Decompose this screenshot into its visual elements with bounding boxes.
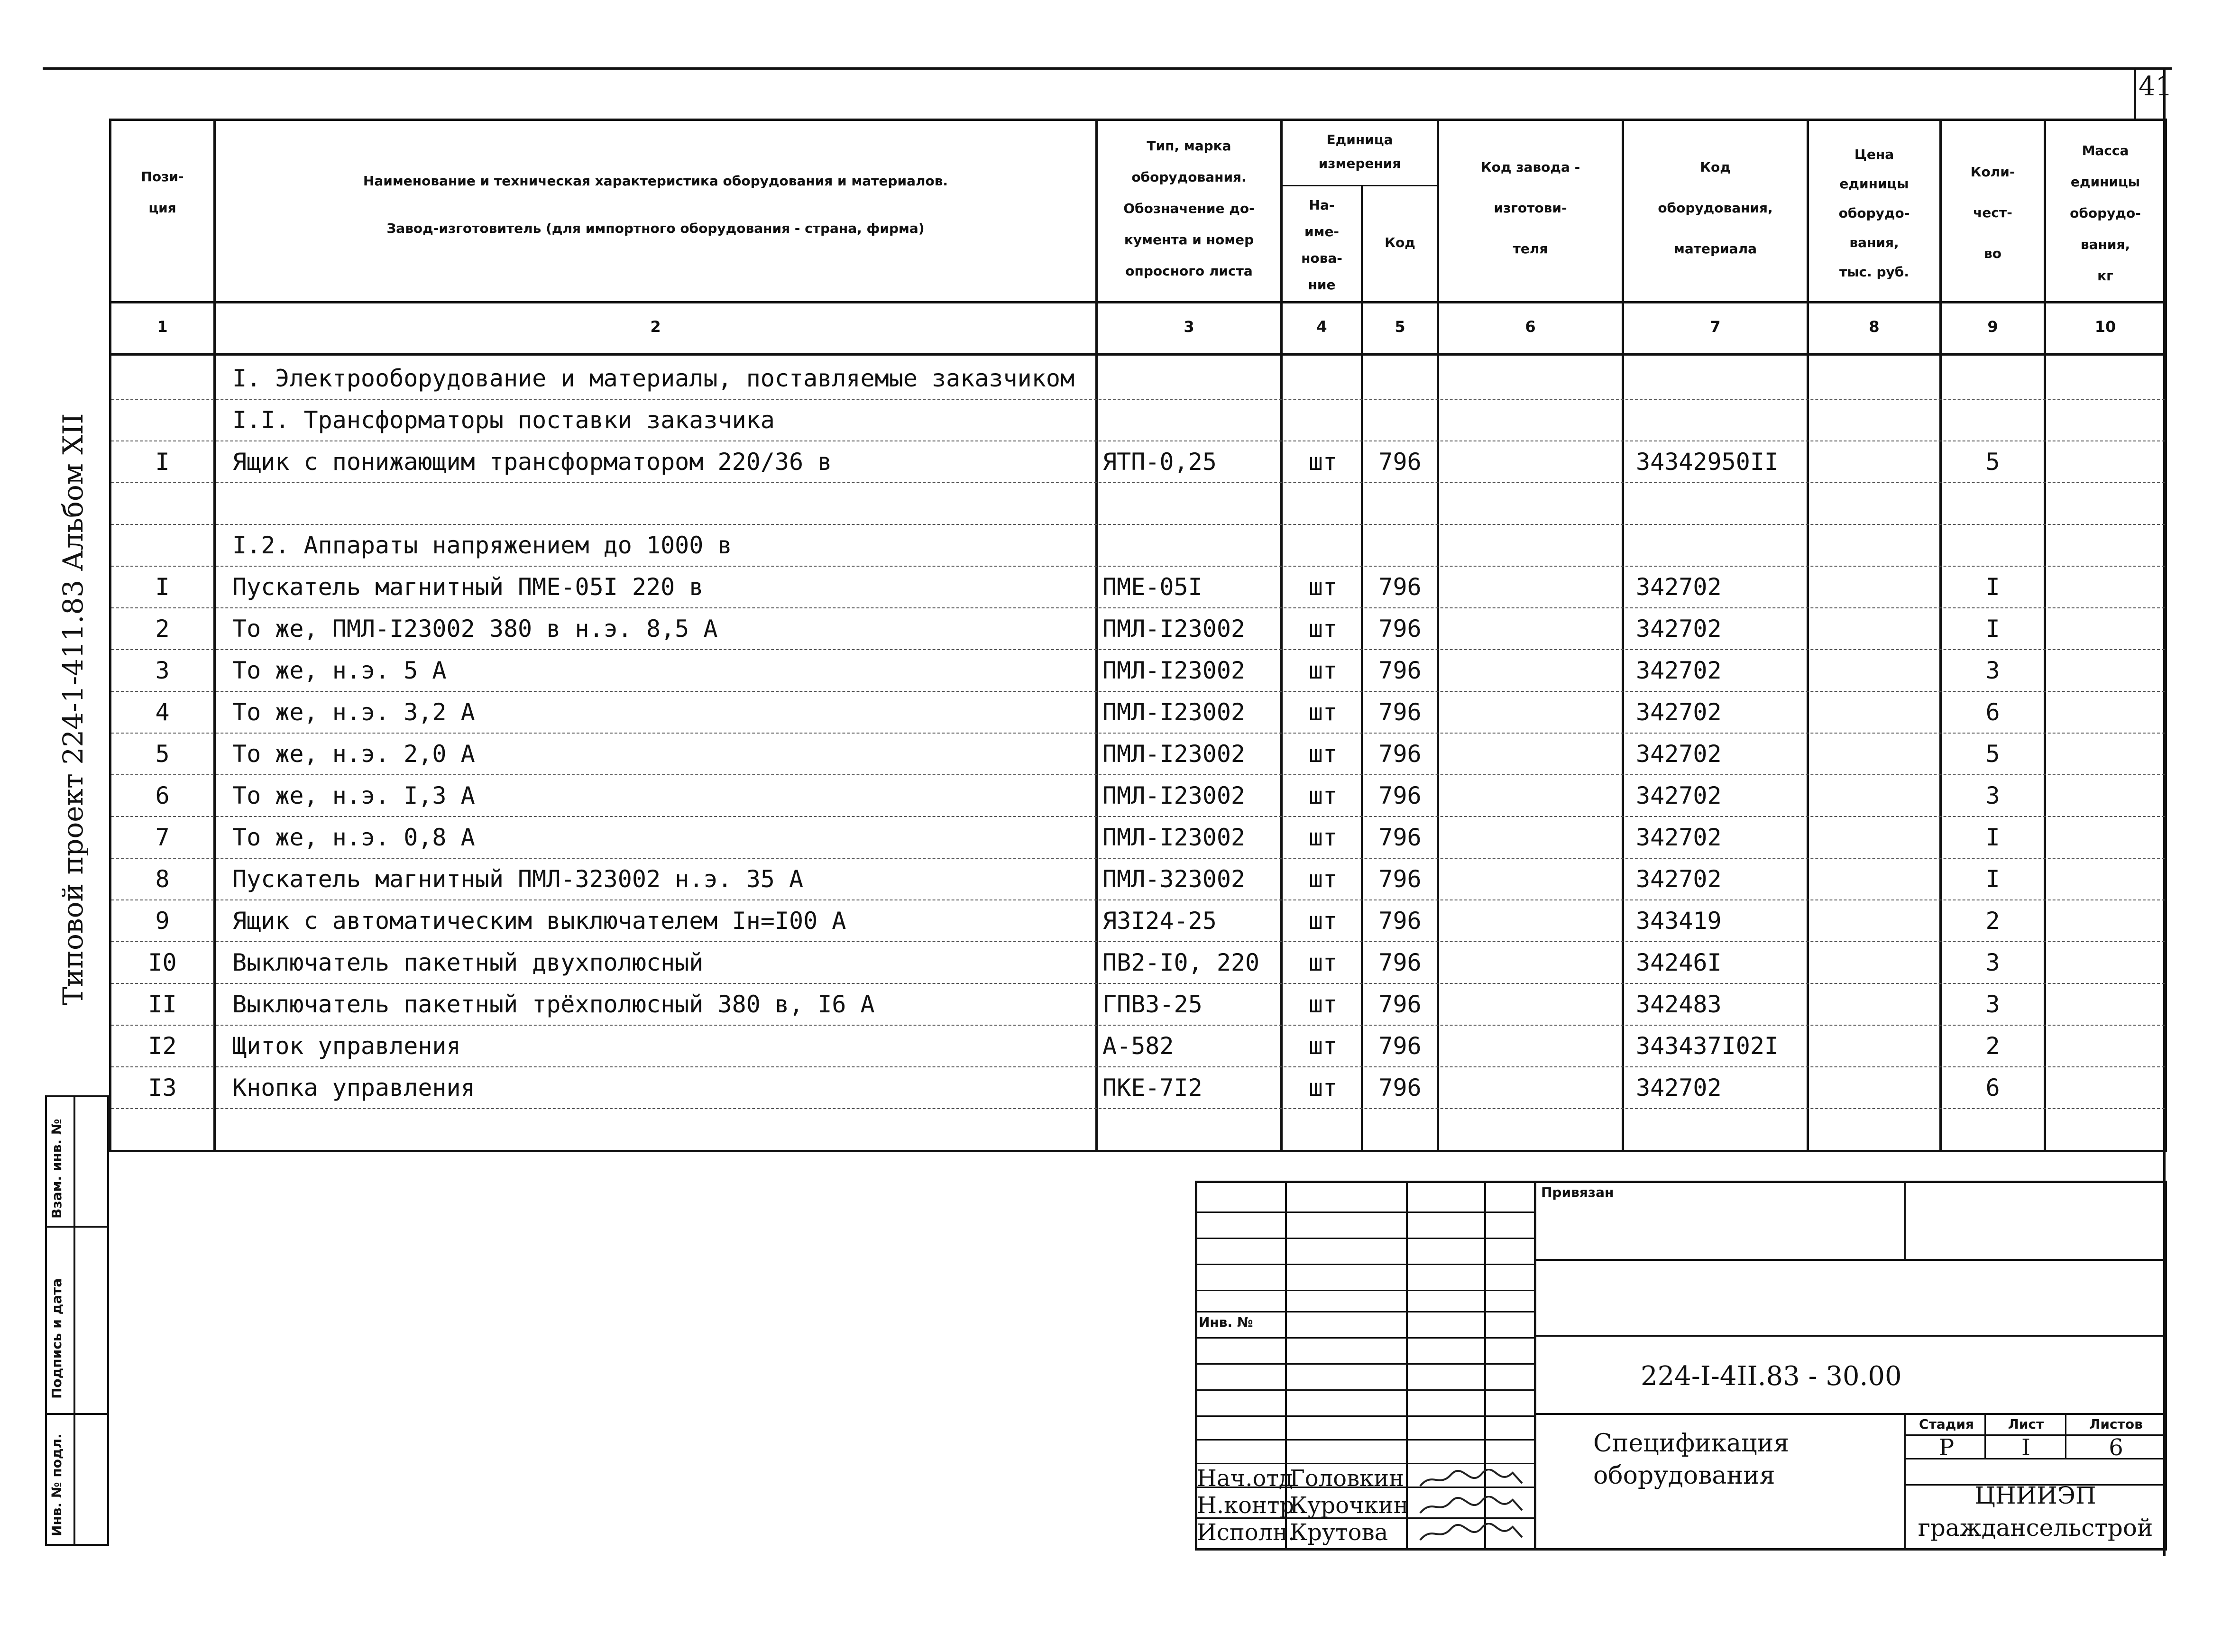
row-unit-code: 796 [1378, 698, 1422, 726]
table-row [109, 567, 2167, 608]
row-quantity: I [1985, 865, 2000, 893]
row-position: 3 [155, 657, 170, 684]
row-quantity: 3 [1985, 657, 2000, 684]
header-name-line1: Наименование и техническая характеристика оборудования и материалов. [363, 173, 948, 189]
table-row [109, 650, 2167, 692]
row-unit-code: 796 [1378, 824, 1422, 851]
row-unit-code: 796 [1378, 740, 1422, 768]
header-name-line2: Завод-изготовитель (для импортного оборудования - страна, фирма) [386, 220, 925, 236]
table-row [109, 817, 2167, 859]
sheet-number-box-left [2134, 67, 2136, 119]
document-title: Спецификация оборудования [1593, 1429, 1790, 1490]
privyazan-label: Привязан [1541, 1184, 1614, 1200]
header-equipment-code: Код оборудования, материала [1658, 159, 1773, 257]
row-equipment-code: 342702 [1636, 657, 1722, 684]
row-unit-code: 796 [1378, 1032, 1422, 1060]
table-row [109, 1026, 2167, 1067]
row-position: I [155, 573, 170, 601]
table-body [109, 356, 2167, 1150]
colnum-8: 8 [1869, 318, 1880, 336]
row-unit-code: 796 [1378, 782, 1422, 809]
row-quantity: 6 [1985, 698, 2000, 726]
header-price: Цена единицы оборудо- вания, тыс. руб. [1838, 147, 1910, 280]
row-unit: шт [1308, 907, 1338, 935]
row-position: 9 [155, 907, 170, 935]
row-type: ПМЛ-I23002 [1102, 824, 1246, 851]
table-row [109, 900, 2167, 942]
title-block [1195, 1181, 2167, 1551]
table-row [109, 608, 2167, 650]
row-name: То же, н.э. 3,2 А [232, 698, 475, 726]
row-equipment-code: 343437I02I [1636, 1032, 1779, 1060]
sheets-label: Листов [2089, 1416, 2143, 1432]
sheet-value: I [2021, 1434, 2030, 1461]
row-unit: шт [1308, 615, 1338, 642]
header-unit-code: Код [1385, 235, 1415, 250]
colnum-9: 9 [1987, 318, 1998, 336]
title-grid-line [1195, 1264, 1536, 1265]
row-unit-code: 796 [1378, 573, 1422, 601]
stamp-inv-podl: Инв. № подл. [49, 1433, 64, 1536]
row-type: ПМЛ-I23002 [1102, 657, 1246, 684]
row-type: А-582 [1102, 1032, 1174, 1060]
row-unit-code: 796 [1378, 448, 1422, 476]
row-equipment-code: 342702 [1636, 1074, 1722, 1101]
row-unit-code: 796 [1378, 1074, 1422, 1101]
row-quantity: I [1985, 824, 2000, 851]
signature-icon [1418, 1469, 1527, 1490]
table-row [109, 483, 2167, 525]
colnum-5: 5 [1395, 318, 1405, 336]
title-grid-line [1195, 1415, 1536, 1417]
title-grid-line [1195, 1337, 1536, 1339]
row-quantity: 5 [1985, 740, 2000, 768]
row-name: Ящик с понижающим трансформатором 220/36 в [232, 448, 832, 476]
row-type: ПВ2-I0, 220 [1102, 949, 1260, 976]
row-equipment-code: 342702 [1636, 782, 1722, 809]
row-unit-code: 796 [1378, 949, 1422, 976]
row-equipment-code: 343419 [1636, 907, 1722, 935]
row-unit-code: 796 [1378, 991, 1422, 1018]
row-name: То же, н.э. 2,0 А [232, 740, 475, 768]
row-unit: шт [1308, 573, 1338, 601]
colnum-1: 1 [157, 318, 168, 336]
header-unit-name: На- име- нова- ние [1301, 197, 1342, 293]
table-row [109, 525, 2167, 567]
row-position: 4 [155, 698, 170, 726]
sheet-number: 41 [2139, 71, 2173, 102]
row-quantity: 5 [1985, 448, 2000, 476]
row-name: Пускатель магнитный ПМЕ-05I 220 в [232, 573, 704, 601]
row-unit: шт [1308, 1074, 1338, 1101]
signer-role: Исполн. [1197, 1519, 1295, 1546]
signer-role: Н.контр [1197, 1492, 1294, 1519]
row-name: То же, н.э. 0,8 А [232, 824, 475, 851]
signer-name: Курочкин [1290, 1492, 1409, 1519]
sheet-label: Лист [2008, 1416, 2044, 1432]
stamp-vzam: Взам. инв. № [49, 1119, 64, 1219]
row-type: ПМЛ-I23002 [1102, 615, 1246, 642]
row-name: I.2. Аппараты напряжением до 1000 в [232, 532, 732, 559]
signature-icon [1418, 1496, 1527, 1517]
row-equipment-code: 34246I [1636, 949, 1722, 976]
sheets-value: 6 [2109, 1434, 2123, 1461]
table-row [109, 400, 2167, 441]
table-row [109, 942, 2167, 984]
header-type: Тип, марка оборудования. Обозначение до- кумента и номер опросного листа [1123, 138, 1255, 279]
table-row [109, 734, 2167, 775]
row-equipment-code: 342702 [1636, 615, 1722, 642]
organization: ЦНИИЭП граждансельстрой [1918, 1482, 2153, 1542]
row-type: ПМЕ-05I [1102, 573, 1203, 601]
row-unit-code: 796 [1378, 657, 1422, 684]
table-row [109, 984, 2167, 1026]
row-unit: шт [1308, 698, 1338, 726]
row-unit: шт [1308, 824, 1338, 851]
row-type: ПКЕ-7I2 [1102, 1074, 1203, 1101]
row-position: 6 [155, 782, 170, 809]
table-row [109, 859, 2167, 900]
row-unit: шт [1308, 1032, 1338, 1060]
row-quantity: 3 [1985, 991, 2000, 1018]
colnum-6: 6 [1525, 318, 1536, 336]
table-row [109, 775, 2167, 817]
row-unit: шт [1308, 740, 1338, 768]
row-type: ЯЗI24-25 [1102, 907, 1217, 935]
title-grid-line [1195, 1463, 1536, 1464]
left-stamp [45, 1095, 109, 1546]
row-name: Выключатель пакетный двухполюсный [232, 949, 704, 976]
row-type: ЯТП-0,25 [1102, 448, 1217, 476]
side-project-text: Типовой проект 224-1-411.83 Альбом XII [57, 413, 89, 1005]
row-unit-code: 796 [1378, 907, 1422, 935]
row-unit: шт [1308, 865, 1338, 893]
row-name: Выключатель пакетный трёхполюсный 380 в, I6 А [232, 991, 875, 1018]
colnum-3: 3 [1184, 318, 1194, 336]
row-unit-code: 796 [1378, 865, 1422, 893]
row-quantity: 3 [1985, 782, 2000, 809]
row-equipment-code: 34342950II [1636, 448, 1779, 476]
title-grid-line [1195, 1238, 1536, 1239]
signature-icon [1418, 1523, 1527, 1544]
row-position: II [148, 991, 177, 1018]
colnum-4: 4 [1316, 318, 1327, 336]
stamp-podpis: Подпись и дата [49, 1278, 64, 1399]
signer-role: Нач.отд [1197, 1465, 1293, 1492]
row-quantity: 3 [1985, 949, 2000, 976]
row-name: Щиток управления [232, 1032, 461, 1060]
document-code: 224-I-4II.83 - 30.00 [1641, 1361, 1902, 1392]
stage-value: Р [1938, 1434, 1955, 1461]
row-position: I2 [148, 1032, 177, 1060]
table-row [109, 441, 2167, 483]
stage-label: Стадия [1919, 1416, 1974, 1432]
row-name: То же, н.э. I,3 А [232, 782, 475, 809]
header-position: Пози- ция [141, 169, 184, 216]
row-unit: шт [1308, 991, 1338, 1018]
row-equipment-code: 342702 [1636, 740, 1722, 768]
row-unit: шт [1308, 448, 1338, 476]
row-name: То же, ПМЛ-I23002 380 в н.э. 8,5 А [232, 615, 718, 642]
row-name: То же, н.э. 5 А [232, 657, 447, 684]
row-equipment-code: 342702 [1636, 865, 1722, 893]
row-name: I. Электрооборудование и материалы, поставляемые заказчиком [232, 365, 1075, 392]
row-quantity: 2 [1985, 1032, 2000, 1060]
table-row [109, 692, 2167, 734]
top-border [43, 67, 2172, 70]
row-position: 5 [155, 740, 170, 768]
row-quantity: I [1985, 573, 2000, 601]
row-unit: шт [1308, 949, 1338, 976]
header-unit: Единица измерения [1318, 132, 1401, 171]
row-position: 2 [155, 615, 170, 642]
colnum-7: 7 [1710, 318, 1721, 336]
row-equipment-code: 342483 [1636, 991, 1722, 1018]
row-position: 7 [155, 824, 170, 851]
row-equipment-code: 342702 [1636, 824, 1722, 851]
row-unit: шт [1308, 782, 1338, 809]
row-equipment-code: 342702 [1636, 573, 1722, 601]
header-maker-code: Код завода - изготови- теля [1480, 159, 1580, 257]
row-type: ГПВ3-25 [1102, 991, 1203, 1018]
signer-name: Крутова [1290, 1519, 1388, 1546]
title-grid-line [1195, 1211, 1536, 1213]
header-mass: Масса единицы оборудо- вания, кг [2070, 143, 2141, 284]
colnum-10: 10 [2094, 318, 2116, 336]
colnum-2: 2 [650, 318, 661, 336]
row-position: 8 [155, 865, 170, 893]
row-quantity: 2 [1985, 907, 2000, 935]
row-position: I3 [148, 1074, 177, 1101]
row-position: I0 [148, 949, 177, 976]
row-position: I [155, 448, 170, 476]
spec-table [109, 119, 2167, 1152]
row-unit-code: 796 [1378, 615, 1422, 642]
row-separator [111, 1108, 2165, 1109]
header-quantity: Коли- чест- во [1970, 164, 2015, 261]
title-grid-line [1195, 1311, 1536, 1312]
row-name: Пускатель магнитный ПМЛ-323002 н.э. 35 А [232, 865, 804, 893]
title-grid-line [1195, 1439, 1536, 1441]
table-row [109, 358, 2167, 400]
row-type: ПМЛ-I23002 [1102, 782, 1246, 809]
signer-name: Головкин [1290, 1465, 1405, 1492]
row-type: ПМЛ-I23002 [1102, 740, 1246, 768]
title-grid-line [1195, 1389, 1536, 1391]
row-equipment-code: 342702 [1636, 698, 1722, 726]
row-quantity: I [1985, 615, 2000, 642]
table-row [109, 1067, 2167, 1109]
row-type: ПМЛ-I23002 [1102, 698, 1246, 726]
row-name: Кнопка управления [232, 1074, 475, 1101]
row-unit: шт [1308, 657, 1338, 684]
row-quantity: 6 [1985, 1074, 2000, 1101]
row-name: Ящик с автоматическим выключателем Iн=I00 А [232, 907, 846, 935]
row-name: I.I. Трансформаторы поставки заказчика [232, 406, 775, 434]
row-type: ПМЛ-323002 [1102, 865, 1246, 893]
title-grid-line [1195, 1363, 1536, 1365]
inv-no-label: Инв. № [1199, 1314, 1253, 1330]
title-grid-line [1195, 1290, 1536, 1291]
